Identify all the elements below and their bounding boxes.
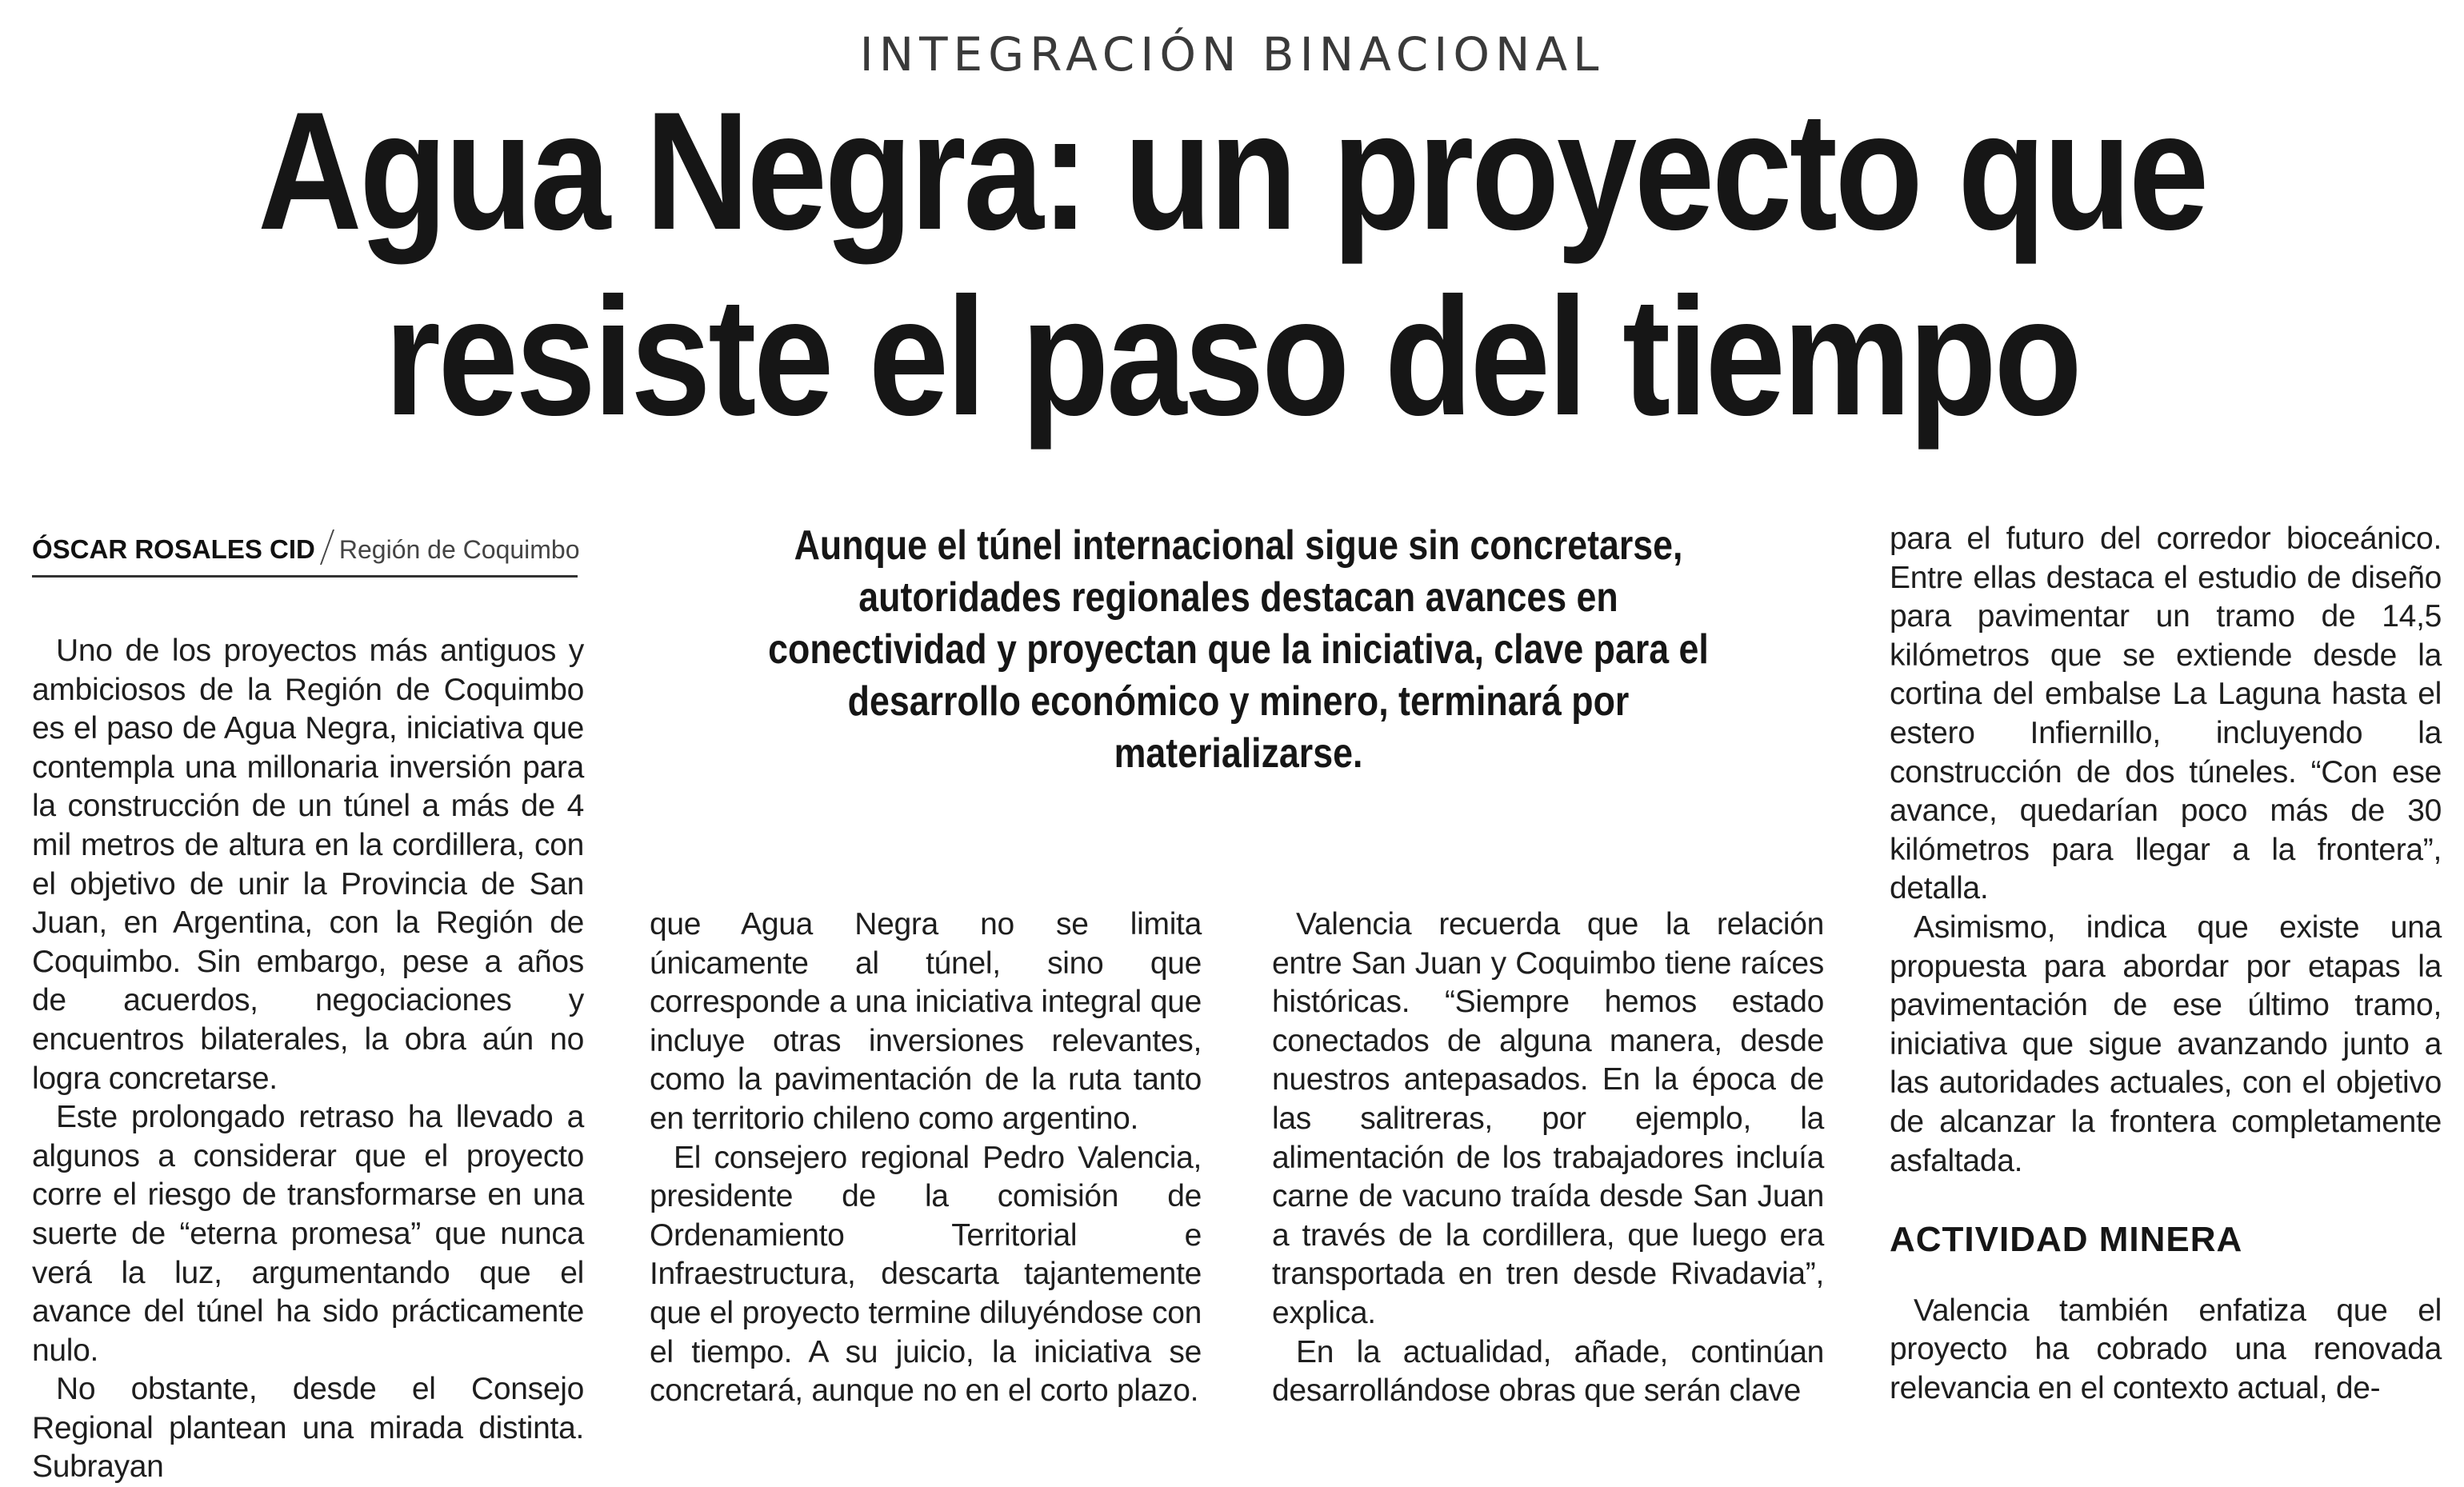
paragraph: que Agua Negra no se limita únicamente al túnel, sino que corresponde a una iniciativa integral que incluye otras inversiones relevantes, como la pavimentación de la ruta tanto en territorio chileno como argentino.	[650, 907, 1202, 1136]
paragraph: Valencia recuerda que la relación entre San Juan y Coquimbo tiene raíces históricas. “Siempre hemos estado conectados de alguna manera, desde nuestros antepasados. En la época de las salitreras, por ejemplo, la alimentación de los trabajadores incluía carne de vacuno traída desde San Juan a través de la cordillera, que luego era transportada en tren desde Rivadavia”, explica.	[1272, 907, 1824, 1330]
author-name: ÓSCAR ROSALES CID	[32, 534, 315, 564]
section-kicker: INTEGRACIÓN BINACIONAL	[859, 27, 1605, 82]
text-column-4	[1890, 520, 2442, 1408]
paragraph: Este prolongado retraso ha llevado a algunos a considerar que el proyecto corre el riesgo de transformarse en una suerte de “eterna promesa” que nunca verá la luz, argumentando que el avance del túnel ha sido prácticamente nulo.	[32, 1100, 584, 1368]
headline-line-1: Agua Negra: un proyecto que	[258, 77, 2206, 265]
paragraph: Asimismo, indica que existe una propuesta para abordar por etapas la pavimentación de ese último tramo, iniciativa que sigue avanzando junto a las autoridades actuales, con el objetivo de alcanzar la frontera completamente asfaltada.	[1890, 909, 2442, 1178]
paragraph: Valencia también enfatiza que el proyecto ha cobrado una renovada relevancia en el contexto actual, de-	[1890, 1293, 2442, 1405]
paragraph: para el futuro del corredor bioceánico. Entre ellas destaca el estudio de diseño para pavimentar un tramo de 14,5 kilómetros que se extiende desde la cortina del embalse La Laguna hasta el estero Infiernillo, incluyendo la construcción de dos túneles. “Con ese avance, quedarían poco más de 30 kilómetros para llegar a la frontera”, detalla.	[1890, 522, 2442, 906]
section-subhead: ACTIVIDAD MINERA	[1890, 1220, 2243, 1260]
headline-line-2: resiste el paso del tiempo	[384, 262, 2080, 450]
text-column-2	[650, 905, 1202, 1411]
byline	[32, 530, 578, 578]
headline	[173, 78, 2292, 450]
paragraph: No obstante, desde el Consejo Regional plantean una mirada distinta. Subrayan	[32, 1372, 584, 1485]
byline-divider	[320, 530, 334, 565]
paragraph: El consejero regional Pedro Valencia, presidente de la comisión de Ordenamiento Territorial e Infraestructura, descarta tajantemente que el proyecto termine diluyéndose con el tiempo. A su juicio, la iniciativa se concretará, aunque no en el corto plazo.	[650, 1140, 1202, 1409]
paragraph: En la actualidad, añade, continúan desarrollándose obras que serán clave	[1272, 1334, 1824, 1409]
paragraph: Uno de los proyectos más antiguos y ambiciosos de la Región de Coquimbo es el paso de Agua Negra, iniciativa que contempla una millonaria inversión para la construcción de un túnel a más de 4 mil metros de altura en la cordillera, con el objetivo de unir la Provincia de San Juan, en Argentina, con la Región de Coquimbo. Sin embargo, pese a años de acuerdos, negociaciones y encuentros bilaterales, la obra aún no logra concretarse.	[32, 634, 584, 1096]
author-region: Región de Coquimbo	[338, 535, 580, 564]
lede: Aunque el túnel internacional sigue sin concretarse, autoridades regionales destacan avances en conectividad y proyectan que la iniciativa, clave para el desarrollo económico y minero, terminará por materializarse.	[768, 522, 1709, 777]
text-column-3	[1272, 905, 1824, 1411]
text-column-1	[32, 632, 584, 1487]
